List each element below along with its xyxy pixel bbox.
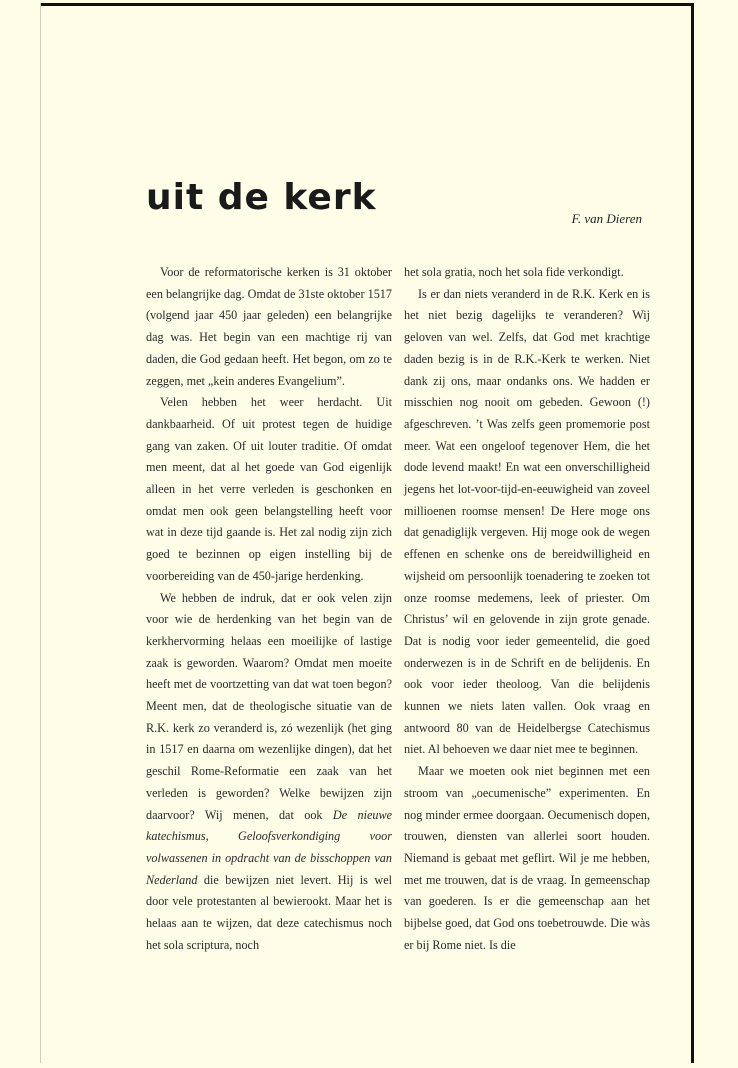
page-right-border — [691, 3, 694, 1063]
paragraph: Velen hebben het weer herdacht. Uit dankbaarheid. Of uit protest tegen de huidige gang van zaken. Of uit louter traditie. Of omdat men meent, dat al het goede van God eigenlijk alleen in het verre verleden is geschonken en omdat men ook geen belangstelling heeft voor wat in deze tijd gaande is. Het zal nodig zijn zich goed te bezinnen op eigen instelling bij de voorbereiding van de 450-jarige herdenking. — [146, 395, 392, 583]
author-byline: F. van Dieren — [571, 211, 642, 226]
paragraph: Maar we moeten ook niet beginnen met een stroom van „oecumenische” experimenten. En nog minder ermee doorgaan. Oecumenisch dopen, trouwen, diensten van allerlei soort houden. Niemand is gebaat met geflirt. Wil je me hebben, met me trouwen, dat is de vraag. In gemeenschap van goederen. Is er die gemeenschap aan het bijbelse goed, dat God ons toebetrouwde. Die wàs er bij Rome niet. Is die — [404, 764, 650, 952]
paragraph — [146, 588, 392, 957]
section-title: uit de kerk — [146, 177, 377, 218]
paragraph: Voor de reformatorische kerken is 31 oktober een belangrijke dag. Omdat de 31ste oktober 1517 (volgend jaar 450 jaar geleden) een belangrijke dag was. Het begin van een machtige rij van daden, die God gedaan heeft. Het begon, om zo te zeggen, met „kein anderes Evangelium”. — [146, 265, 392, 388]
book-title: De nieuwe katechismus, Geloofsverkondiging voor volwassenen in opdracht van de bisschoppen van Nederland — [146, 807, 393, 887]
paragraph: het sola gratia, noch het sola fide verkondigt. — [404, 265, 624, 279]
page-left-border — [40, 3, 41, 1063]
article-column-left — [146, 262, 392, 957]
page-top-border — [40, 3, 694, 6]
paragraph-text: die bewijzen niet levert. Hij is wel door vele protestanten al bewierookt. Maar het is helaas aan te wijzen, dat deze catechismus noch het sola scriptura, noch — [146, 872, 392, 952]
article-column-right — [404, 262, 650, 957]
paragraph-text: We hebben de indruk, dat er ook velen zijn voor wie de herdenking van het begin van de kerkhervorming helaas een moeilijke of lastige zaak is geworden. Waarom? Omdat men moeite heeft met de voortzetting van dat wat toen begon? Meent men, dat de theologische situatie van de R.K. kerk zo veranderd is, zó wezenlijk (het ging in 1517 en daarna om wezenlijke dingen), dat het geschil Rome-Reformatie een zaak van het verleden is geworden? Welke bewijzen zijn daarvoor? Wij menen, dat ook — [146, 590, 392, 822]
paragraph: Is er dan niets veranderd in de R.K. Kerk en is het niet bezig dagelijks te veranderen? Wij geloven van wel. Zelfs, dat God met krachtige daden bezig is in de R.K.-Kerk te werken. Niet dank zij ons, maar ondanks ons. We hadden er misschien nog nooit om gebeden. Gewoon (!) afgeschreven. ’t Was zelfs geen promemorie post meer. Wat een ongeloof tegenover Hem, die het dode levend maakt! En wat een onverschilligheid jegens het lot-voor-tijd-en-eeuwigheid van zoveel millioenen roomse mensen! De Here moge ons dat genadiglijk vergeven. Hij moge ook de wegen effenen en schenke ons de bereidwilligheid en wijsheid om persoonlijk toenadering te zoeken tot onze roomse medemens, leek of priester. Om Christus’ wil en gelovende in zijn grote genade. Dat is nodig voor ieder gemeentelid, die goed onderwezen is in de Schrift en de belijdenis. En ook voor ieder theoloog. Van die belijdenis kunnen we niets laten vallen. Ook vraag en antwoord 80 van de Heidelbergse Catechismus niet. Al behoeven we daar niet mee te beginnen. — [404, 286, 650, 757]
